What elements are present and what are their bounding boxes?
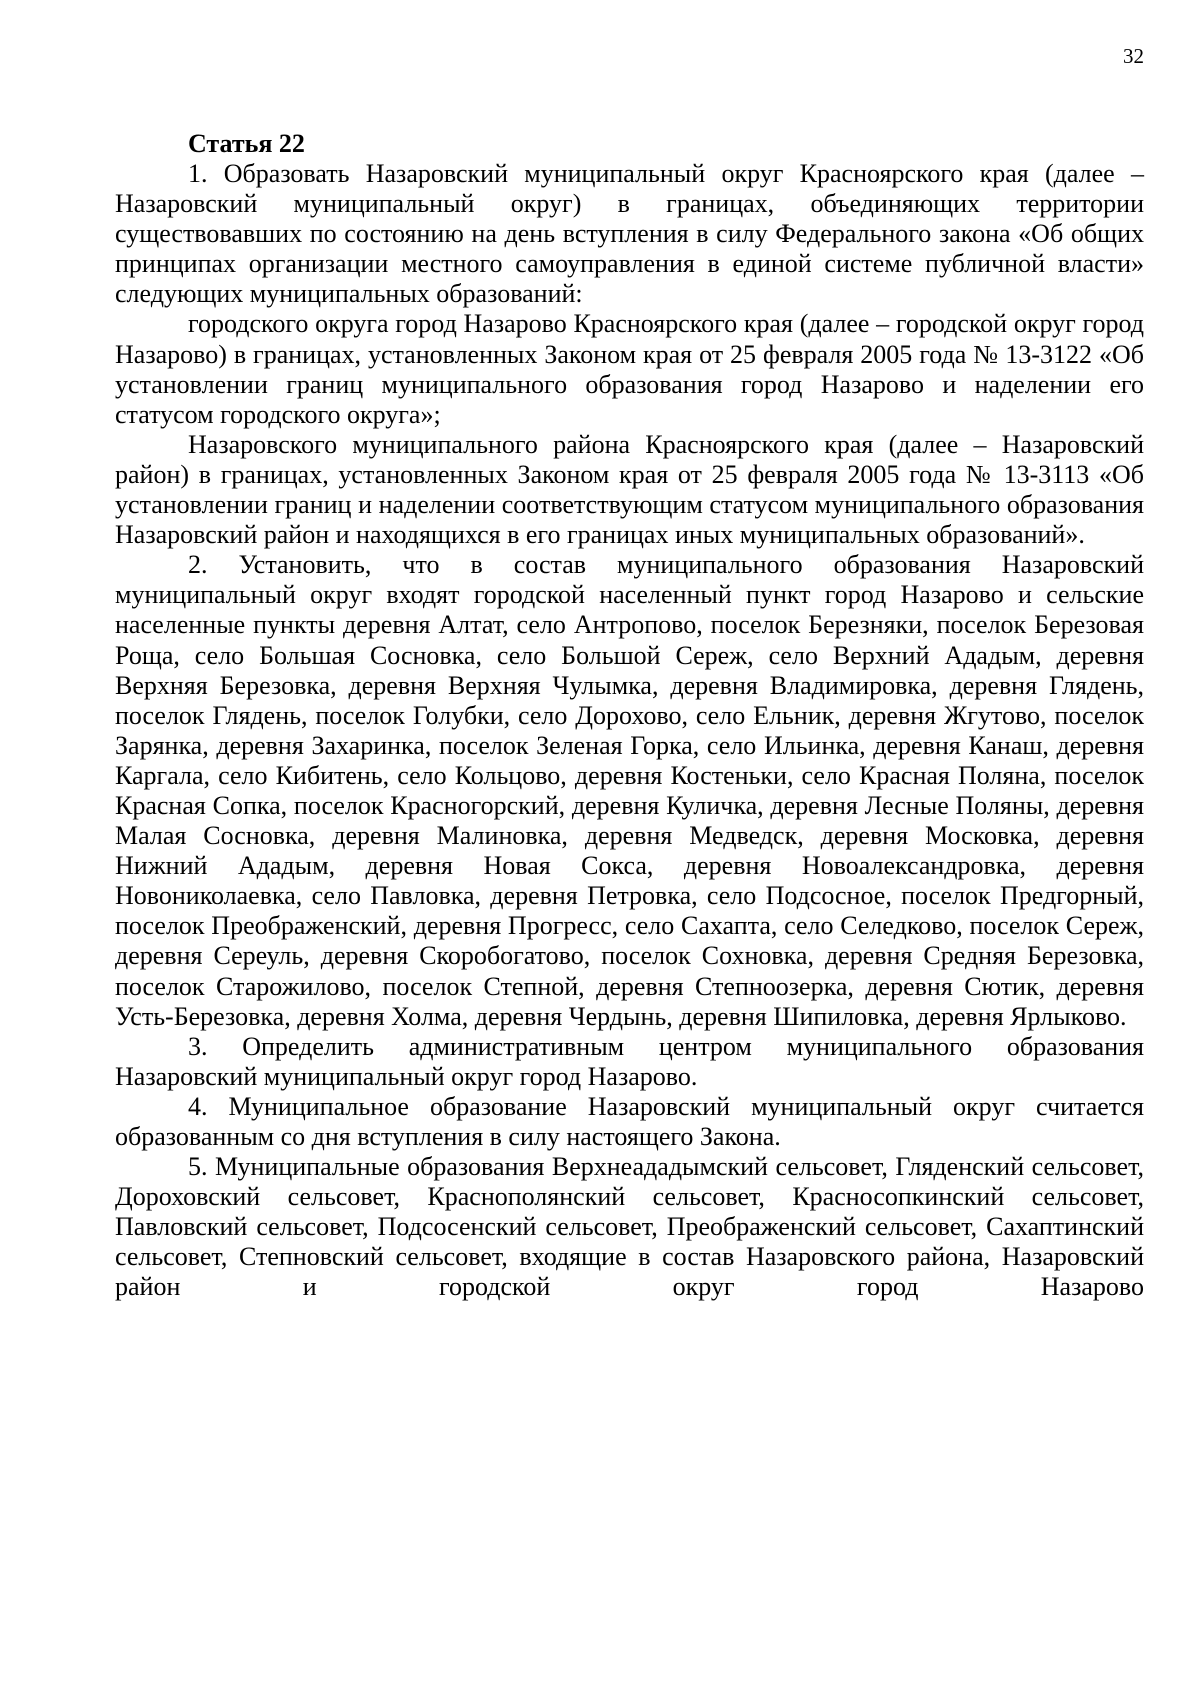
- article-heading: Статья 22: [188, 129, 305, 158]
- paragraph-1: 1. Образовать Назаровский муниципальный округ Красноярского края (далее – Назаровский муниципальный округ) в границах, объединяющих территории существовавших по состоянию на день вступления в силу Федерального закона «Об общих принципах организации местного самоуправления в единой системе публичной власти» следующих муниципальных образований:: [115, 159, 1144, 309]
- paragraph-3-admin-center: 3. Определить административным центром муниципального образования Назаровский муниципальный округ город Назарово.: [115, 1031, 1144, 1091]
- paragraph-4-formation: 4. Муниципальное образование Назаровский муниципальный округ считается образованным со дня вступления в силу настоящего Закона.: [115, 1091, 1144, 1151]
- page-number: 32: [1123, 44, 1144, 68]
- document-body: [115, 129, 1144, 1303]
- paragraph-city-district: городского округа город Назарово Красноярского края (далее – городской округ город Назарово) в границах, установленных Законом края от 25 февраля 2005 года № 13-3122 «Об установлении границ муниципального образования город Назарово и наделении его статусом городского округа»;: [115, 309, 1144, 429]
- paragraph-2-settlements: 2. Установить, что в состав муниципального образования Назаровский муниципальный округ входят городской населенный пункт город Назарово и сельские населенные пункты деревня Алтат, село Антропово, поселок Березняки, поселок Березовая Роща, село Большая Сосновка, село Большой Сереж, село Верхний Ададым, деревня Верхняя Березовка, деревня Верхняя Чулымка, деревня Владимировка, деревня Глядень, поселок Глядень, поселок Голубки, село Дорохово, село Ельник, деревня Жгутово, поселок Зарянка, деревня Захаринка, поселок Зеленая Горка, село Ильинка, деревня Канаш, деревня Каргала, село Кибитень, село Кольцово, деревня Костеньки, село Красная Поляна, поселок Красная Сопка, поселок Красногорский, деревня Куличка, деревня Лесные Поляны, деревня Малая Сосновка, деревня Малиновка, деревня Медведск, деревня Московка, деревня Нижний Ададым, деревня Новая Сокса, деревня Новоалександровка, деревня Новониколаевка, село Павловка, деревня Петровка, село Подсосное, поселок Предгорный, поселок Преображенский, деревня Прогресс, село Сахапта, село Селедково, поселок Сереж, деревня Сереуль, деревня Скоробогатово, поселок Сохновка, деревня Средняя Березовка, поселок Старожилово, поселок Степной, деревня Степноозерка, деревня Сютик, деревня Усть-Березовка, деревня Холма, деревня Чердынь, деревня Шипиловка, деревня Ярлыково.: [115, 550, 1144, 1031]
- paragraph-nazarovo-district: Назаровского муниципального района Красноярского края (далее – Назаровский район) в границах, установленных Законом края от 25 февраля 2005 года № 13-3113 «Об установлении границ и наделении соответствующим статусом муниципального образования Назаровский район и находящихся в его границах иных муниципальных образований».: [115, 429, 1144, 550]
- paragraph-5-municipalities: 5. Муниципальные образования Верхнеададымский сельсовет, Гляденский сельсовет, Дороховский сельсовет, Краснополянский сельсовет, Красносопкинский сельсовет, Павловский сельсовет, Подсосенский сельсовет, Преображенский сельсовет, Сахаптинский сельсовет, Степновский сельсовет, входящие в состав Назаровского района, Назаровский район и городской округ город Назарово: [115, 1152, 1144, 1302]
